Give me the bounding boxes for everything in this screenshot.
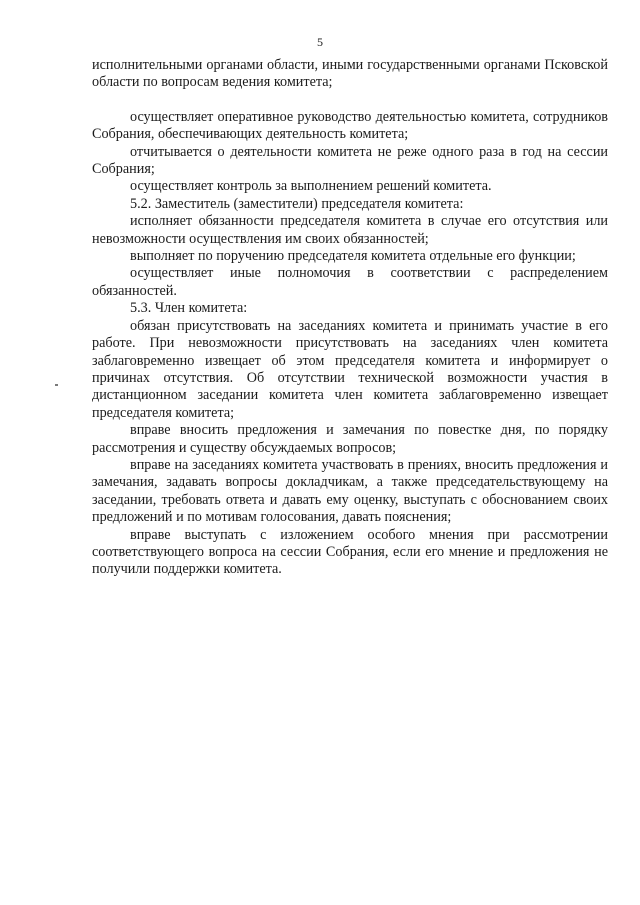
document-body [92,57,608,579]
paragraph-chairman-control: осуществляет контроль за выполнением решений комитета. [130,178,492,195]
scan-artifact [55,384,58,386]
paragraph-chairman-management: осуществляет оперативное руководство деятельностью комитета, сотрудников Собрания, обеспечивающих деятельность комитета; [92,108,608,143]
paragraph-member-dissent: вправе выступать с изложением особого мнения при рассмотрении соответствующего вопроса на сессии Собрания, если его мнение и предложения не получили поддержки комитета. [92,526,608,578]
paragraph-deputy-functions: выполняет по поручению председателя комитета отдельные его функции; [130,248,576,265]
paragraph-deputy-powers: осуществляет иные полномочия в соответствии с распределением обязанностей. [92,265,608,299]
paragraph-chairman-reports: отчитывается о деятельности комитета не реже одного раза в год на сессии Собрания; [92,143,608,178]
section-heading-5-3: 5.3. Член комитета: [130,300,248,317]
paragraph-deputy-duties: исполняет обязанности председателя комитета в случае его отсутствия или невозможности осуществления им своих обязанностей; [92,213,608,247]
paragraph-member-debates: вправе на заседаниях комитета участвовать в прениях, вносить предложения и замечания, задавать вопросы докладчикам, а также председательствующему на заседании, требовать ответа и давать ему оценку, выступать с обоснованием своих предложений и по мотивам голосования, давать пояснения; [92,456,608,526]
paragraph-member-attendance: обязан присутствовать на заседаниях комитета и принимать участие в его работе. При невозможности присутствовать на заседаниях член комитета заблаговременно извещает об этом председателя комитета и информирует о причинах отсутствия. Об отсутствии технической возможности участия в дистанционном заседании комитета член комитета заблаговременно извещает председателя комитета; [92,317,608,421]
section-heading-5-2: 5.2. Заместитель (заместители) председателя комитета: [130,195,464,212]
page-number: 5 [317,35,323,49]
paragraph-continuation: исполнительными органами области, иными государственными органами Псковской области по вопросам ведения комитета; [92,57,608,91]
paragraph-member-proposals: вправе вносить предложения и замечания по повестке дня, по порядку рассмотрения и существу обсуждаемых вопросов; [92,422,608,456]
